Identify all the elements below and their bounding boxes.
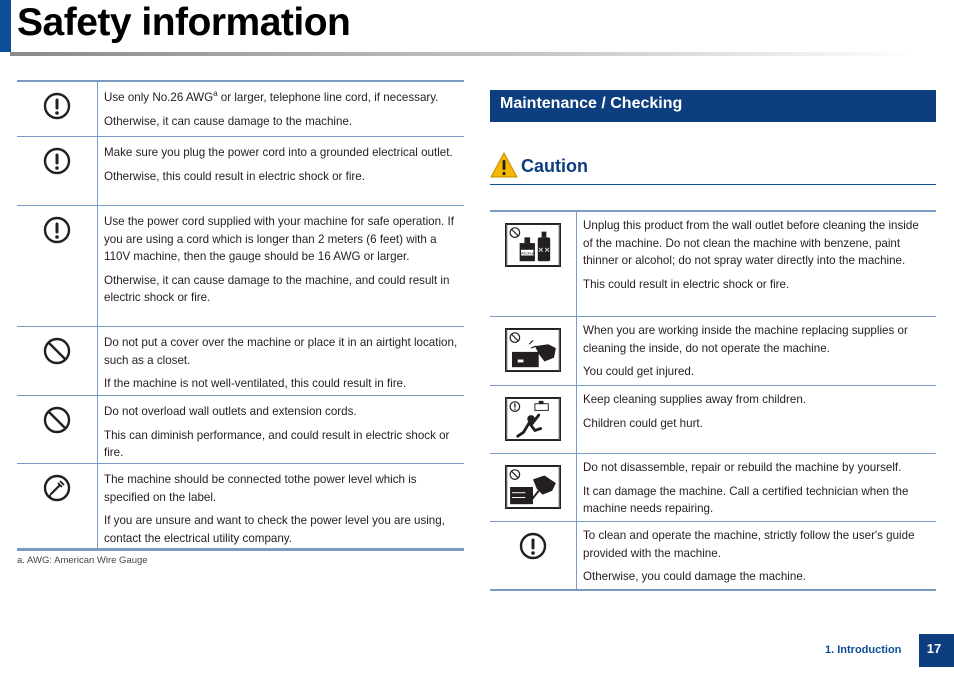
row-text: Make sure you plug the power cord into a grounded electrical outlet. xyxy=(104,146,453,159)
table-row xyxy=(490,316,936,385)
row-consequence: Otherwise, you could damage the machine. xyxy=(583,570,806,583)
maintenance-table xyxy=(490,210,936,591)
table-row xyxy=(17,136,464,205)
table-row xyxy=(17,326,464,395)
row-consequence: You could get injured. xyxy=(583,365,695,378)
caution-label: Caution xyxy=(521,156,588,176)
page-number-badge xyxy=(919,634,954,667)
no-operate-while-cleaning-icon xyxy=(505,328,561,372)
bottle-label: Alcohol xyxy=(521,251,534,256)
row-text: Use only No.26 AWG$^a$ or larger, telephone line cord, if necessary. xyxy=(104,89,439,104)
caution-triangle-icon xyxy=(490,152,518,178)
row-text: Do not disassemble, repair or rebuild the machine by yourself. xyxy=(583,461,902,474)
table-row xyxy=(17,82,464,136)
row-consequence: Otherwise, it can cause damage to the machine. xyxy=(104,114,353,128)
plug-power-icon xyxy=(43,474,71,502)
section-header xyxy=(490,90,936,122)
row-text: The machine should be connected tothe power level which is specified on the label. xyxy=(104,473,417,504)
row-text: Do not put a cover over the machine or place it in an airtight location, such as a closet. xyxy=(104,336,458,367)
table-row xyxy=(490,453,936,521)
row-text: When you are working inside the machine replacing supplies or cleaning the inside, do not operate the machine. xyxy=(583,324,908,355)
power-safety-table xyxy=(17,80,464,551)
prohibited-icon xyxy=(43,406,71,434)
no-disassemble-icon xyxy=(505,465,561,509)
exclamation-icon xyxy=(519,532,547,560)
table-row xyxy=(17,205,464,326)
row-consequence: If you are unsure and want to check the power level you are using, contact the electrical utility company. xyxy=(104,514,445,545)
section-title: Maintenance / Checking xyxy=(500,95,683,112)
table-row xyxy=(490,385,936,453)
row-consequence: This can diminish performance, and could result in electric shock or fire. xyxy=(104,428,450,459)
exclamation-icon xyxy=(43,147,71,175)
row-text: Do not overload wall outlets and extension cords. xyxy=(104,405,357,418)
chapter-link[interactable]: 1. Introduction xyxy=(825,644,902,656)
row-consequence: Otherwise, this could result in electric shock or fire. xyxy=(104,169,365,183)
row-consequence: If the machine is not well-ventilated, this could result in fire. xyxy=(104,377,407,390)
child-warning-icon xyxy=(505,397,561,441)
exclamation-icon xyxy=(43,216,71,244)
table-row xyxy=(17,395,464,463)
title-accent-bar xyxy=(0,0,11,52)
row-consequence: This could result in electric shock or fire. xyxy=(583,277,790,291)
row-consequence: Children could get hurt. xyxy=(583,416,703,430)
page-number: 17 xyxy=(926,641,942,656)
row-consequence: It can damage the machine. Call a certified technician when the machine needs repairing. xyxy=(583,484,909,515)
table-row xyxy=(490,212,936,316)
exclamation-icon xyxy=(43,92,71,120)
row-text: Unplug this product from the wall outlet before cleaning the inside of the machine. Do not clean the machine with benzene, paint thinner or alcohol; do not spray water directly into the machine. xyxy=(583,219,919,267)
row-text: Keep cleaning supplies away from children. xyxy=(583,393,806,406)
table-row xyxy=(490,521,936,589)
footnote: a. AWG: American Wire Gauge xyxy=(17,555,148,566)
svg-text:✕✕: ✕✕ xyxy=(537,245,551,255)
table-row xyxy=(17,463,464,548)
title-divider xyxy=(10,52,915,56)
prohibited-icon xyxy=(43,337,71,365)
no-chemicals-icon xyxy=(505,223,561,267)
row-text: Use the power cord supplied with your machine for safe operation. If you are using a cord which is longer than 2 meters (6 feet) with a 110V machine, then the gauge should be 16 AWG or larger. xyxy=(104,215,454,263)
row-text: To clean and operate the machine, strictly follow the user's guide provided with the machine. xyxy=(583,529,915,560)
page-title: Safety information xyxy=(17,1,351,44)
row-consequence: Otherwise, it can cause damage to the machine, and could result in electric shock or fire. xyxy=(104,273,450,304)
caution-heading xyxy=(490,152,936,185)
